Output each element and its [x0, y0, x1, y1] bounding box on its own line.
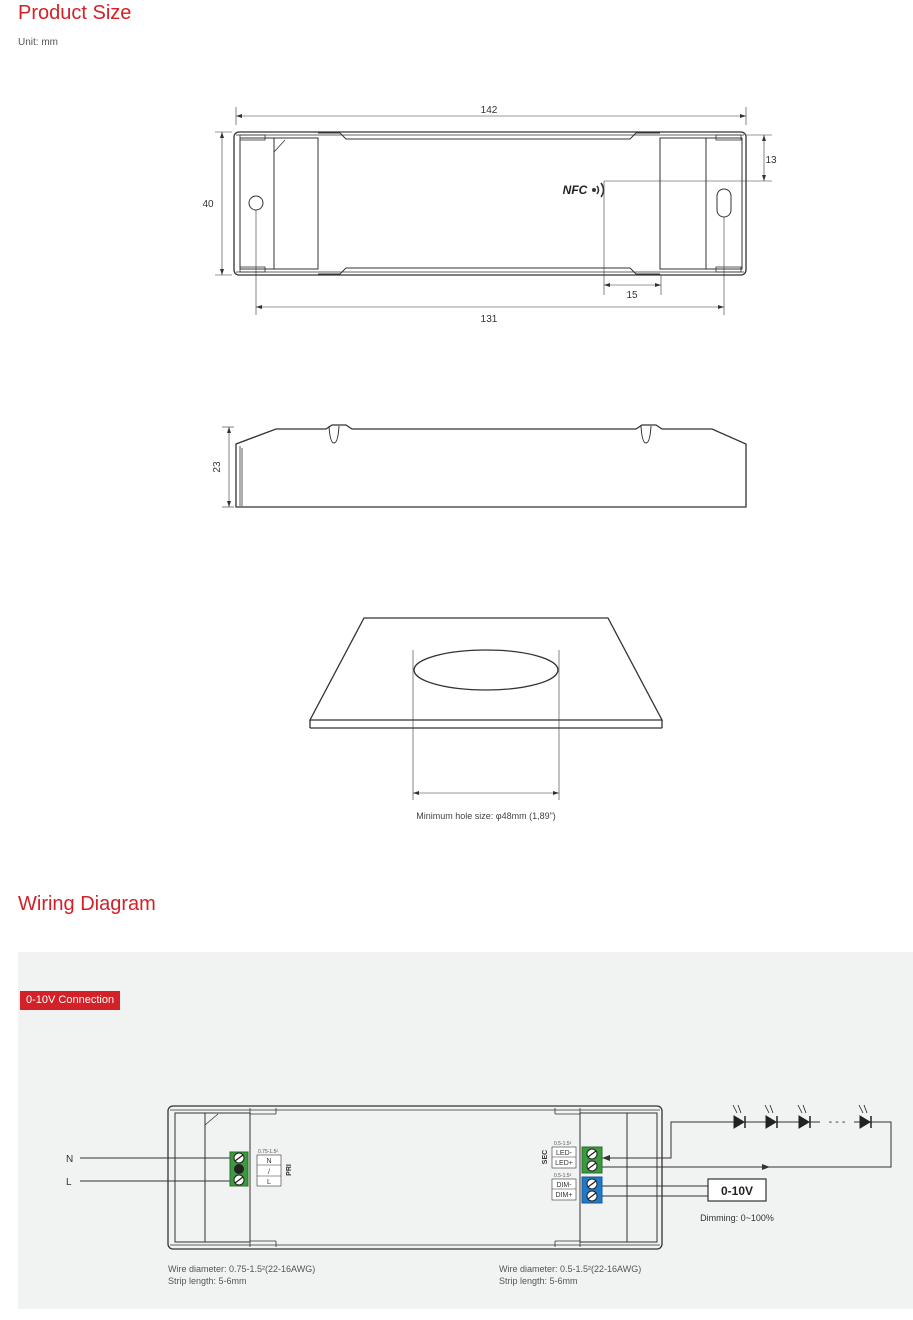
right-wire-note [499, 1263, 641, 1287]
sec-terminal-dim-plus: DIM+ [555, 1192, 573, 1199]
dim-nfc-offset-x: 15 [626, 290, 638, 301]
product-size-title: Product Size [18, 2, 132, 24]
sec-dim-terminal-block [582, 1177, 602, 1203]
pri-wire-spec: 0.75-1.5² [258, 1149, 279, 1155]
dim-nfc-offset-y: 13 [765, 155, 777, 166]
left-wire-diameter: Wire diameter: 0.75-1.5²(22-16AWG) [168, 1264, 316, 1274]
dim-hole-pitch: 131 [480, 314, 498, 325]
right-wire-diameter: Wire diameter: 0.5-1.5²(22-16AWG) [499, 1264, 642, 1274]
input-n-label: N [66, 1154, 74, 1165]
top-view-drawing [0, 95, 913, 325]
connection-badge: 0-10V Connection [20, 991, 120, 1010]
dim-height: 23 [212, 461, 223, 473]
input-l-label: L [66, 1177, 72, 1188]
sec-led-spec: 0.5-1.5² [554, 1141, 572, 1147]
pri-terminal-block [230, 1152, 248, 1186]
pri-side-label: PRI [286, 1164, 293, 1176]
sec-terminal-dim-minus: DIM- [556, 1182, 572, 1189]
unit-label: Unit: mm [18, 37, 58, 48]
dimmer-label: 0-10V [720, 1184, 754, 1198]
sec-led-terminal-block [582, 1147, 602, 1173]
hole-drawing [0, 610, 913, 830]
pri-terminal-n: N [266, 1158, 272, 1165]
led-chain-gap: - - - [828, 1116, 846, 1128]
sec-terminal-led-minus: LED- [556, 1150, 572, 1157]
left-strip-length: Strip length: 5-6mm [168, 1276, 247, 1286]
left-wire-note [168, 1263, 315, 1287]
sec-side-label: SEC [542, 1149, 549, 1165]
dim-length: 142 [480, 105, 498, 116]
right-strip-length: Strip length: 5-6mm [499, 1276, 578, 1286]
side-view-drawing [0, 415, 913, 515]
pri-terminal-slash: / [268, 1169, 270, 1176]
sec-dim-spec: 0.5-1.5² [554, 1173, 572, 1179]
wiring-drawing [0, 1090, 913, 1260]
dim-width: 40 [202, 199, 214, 210]
nfc-label: NFC [562, 183, 588, 197]
wiring-diagram-title: Wiring Diagram [18, 893, 156, 915]
pri-terminal-l: L [267, 1179, 271, 1186]
hole-note: Minimum hole size: φ48mm (1,89") [416, 811, 556, 821]
sec-terminal-led-plus: LED+ [555, 1160, 573, 1167]
dimming-range: Dimming: 0~100% [700, 1213, 774, 1223]
